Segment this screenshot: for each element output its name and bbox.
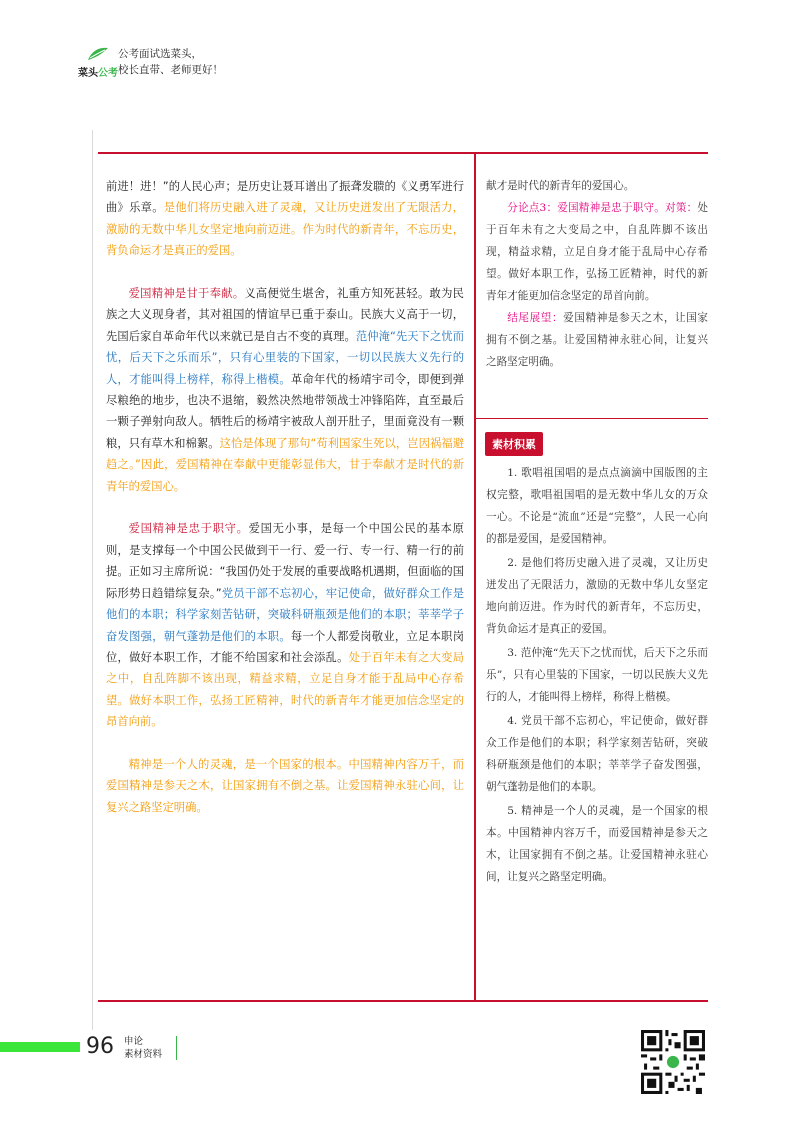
p3-text-a: 爱国无小事，是每一个中国公民的基本原则，是支撑每一个中国公民做到干一行、爱一行、专一行、精一行的前提。正如习主席所说：“我国仍处于发展的重要战略机遇期，但面临的国际形势日趋错综复杂。” bbox=[106, 522, 464, 600]
p2-text-e: 因此，爱国精神在奉献中更能彰显伟大，甘于奉献才是时代的新青年的爱国心。 bbox=[106, 458, 464, 493]
slogan-line-2: 校长直带、老师更好！ bbox=[118, 64, 223, 76]
paragraph-1 bbox=[106, 176, 464, 262]
p3-text-d: 处于百年未有之大变局之中，自乱阵脚不该出现，精益求精，立足自身才能于乱局中心存希望。做好本职工作，弘扬工匠精神，时代的新青年才能更加信念坚定的昂首向前。 bbox=[106, 650, 464, 729]
footer-divider bbox=[176, 1036, 177, 1060]
p2-heading: 爱国精神是甘于奉献。 bbox=[128, 287, 245, 301]
column-divider bbox=[474, 152, 476, 1000]
p2-text-b: 范仲淹“先天下之忧而忧，后天下之乐而乐”，只有心里装的下国家，一切以民族大义先行的人，才能叫得上榜样，称得上楷模。 bbox=[106, 329, 464, 386]
right-section-rule bbox=[476, 418, 708, 419]
outline-conclusion bbox=[486, 307, 708, 373]
bottom-red-rule bbox=[98, 1000, 708, 1002]
page-header bbox=[74, 44, 274, 84]
p2-text-a: 义高便觉生堪舍，礼重方知死甚轻。敢为民族之大义现身者，其对祖国的情谊早已重于泰山。民族大义高于一切，先国后家自革命年代以来就已是自古不变的真理。 bbox=[106, 287, 464, 343]
outline-conclusion-label: 结尾展望： bbox=[507, 312, 564, 324]
paragraph-3 bbox=[106, 518, 464, 732]
outline-point-3-text: 处于百年未有之大变局之中，自乱阵脚不该出现，精益求精，立足自身才能于乱局中心存希望。做好本职工作，弘扬工匠精神，时代的新青年才能更加信念坚定的昂首向前。 bbox=[486, 202, 708, 302]
section-line-2: 素材资料 bbox=[124, 1049, 163, 1060]
top-red-rule bbox=[98, 152, 708, 154]
p2-text-c: 革命年代的杨靖宇司令，即便到弹尽粮绝的地步，也决不退缩，毅然决然地带领战士冲锋陷阵，直至最后一颗子弹射向敌人。牺牲后的杨靖宇被敌人剖开肚子，里面竟没有一颗粮，只有草木和棉絮。 bbox=[106, 372, 464, 450]
paragraph-4: 精神是一个人的灵魂，是一个国家的根本。中国精神内容万千，而爱国精神是参天之木，让国家拥有不倒之基。让爱国精神永驻心间，让复兴之路坚定明确。 bbox=[106, 757, 464, 814]
section-line-1: 申论 bbox=[124, 1036, 144, 1047]
brand-suffix: 公考 bbox=[98, 68, 118, 79]
outline-point-3 bbox=[486, 197, 708, 307]
p1-text-a: 前进！进！”的人民心声；是历史让聂耳谱出了振聋发聩的《义勇军进行曲》乐章。 bbox=[106, 180, 464, 215]
material-accumulation-badge: 素材积累 bbox=[485, 432, 543, 456]
leaf-logo-icon bbox=[86, 46, 110, 62]
brand-name: 菜头 bbox=[78, 68, 98, 79]
list-item: 2. 是他们将历史融入进了灵魂，又让历史迸发出了无限活力，激励的无数中华儿女坚定地向前迈进。作为时代的新青年，不忘历史，背负命运才是真正的爱国。 bbox=[486, 557, 708, 635]
qr-code-icon bbox=[641, 1030, 705, 1094]
outline-point-3-label: 分论点3：爱国精神是忠于职守。对策： bbox=[507, 202, 698, 214]
p3-text-c: 每一个人都爱岗敬业，立足本职岗位，做好本职工作，才能不给国家和社会添乱。 bbox=[106, 629, 464, 664]
material-list bbox=[486, 462, 708, 890]
left-margin-rule bbox=[92, 130, 93, 1030]
p1-text-b: 是他们将历史融入进了灵魂，又让历史迸发出了无限活力，激励的无数中华儿女坚定地向前迈进。作为时代的新青年，不忘历史，背负命运才是真正的爱国。 bbox=[106, 201, 464, 258]
header-slogan bbox=[118, 46, 223, 78]
section-label bbox=[124, 1035, 162, 1061]
brand-logo-text bbox=[78, 64, 118, 79]
p3-heading: 爱国精神是忠于职守。 bbox=[128, 522, 249, 536]
p2-text-d: 这恰是体现了那句“苟利国家生死以，岂因祸福避趋之。” bbox=[106, 436, 464, 472]
list-item: 1. 歌唱祖国唱的是点点滴滴中国版图的主权完整，歌唱祖国唱的是无数中华儿女的万众一心。不论是“流血”还是“完整”，人民一心向的都是爱国，是爱国精神。 bbox=[486, 467, 708, 545]
article-left-column bbox=[106, 176, 464, 840]
p3-text-b: 党员干部不忘初心，牢记使命，做好群众工作是他们的本职；科学家刻苦钻研，突破科研瓶颈是他们的本职；莘莘学子奋发图强，朝气蓬勃是他们的本职。 bbox=[106, 586, 464, 643]
list-item: 3. 范仲淹“先天下之忧而忧，后天下之乐而乐”，只有心里装的下国家，一切以民族大义先行的人，才能叫得上榜样，称得上楷模。 bbox=[486, 647, 708, 703]
paragraph-2 bbox=[106, 283, 464, 497]
footer-green-bar bbox=[0, 1042, 80, 1052]
list-item: 4. 党员干部不忘初心，牢记使命，做好群众工作是他们的本职；科学家刻苦钻研，突破科研瓶颈是他们的本职；莘莘学子奋发图强，朝气蓬勃是他们的本职。 bbox=[486, 715, 708, 793]
outline-conclusion-text: 爱国精神是参天之木，让国家拥有不倒之基。让爱国精神永驻心间，让复兴之路坚定明确。 bbox=[486, 312, 709, 368]
outline-line-1: 献才是时代的新青年的爱国心。 bbox=[486, 180, 635, 192]
page-number: 96 bbox=[86, 1034, 114, 1059]
outline-right-column bbox=[486, 175, 708, 373]
slogan-line-1: 公考面试选菜头， bbox=[118, 48, 202, 60]
list-item: 5. 精神是一个人的灵魂，是一个国家的根本。中国精神内容万千，而爱国精神是参天之木，让国家拥有不倒之基。让爱国精神永驻心间，让复兴之路坚定明确。 bbox=[486, 805, 708, 883]
